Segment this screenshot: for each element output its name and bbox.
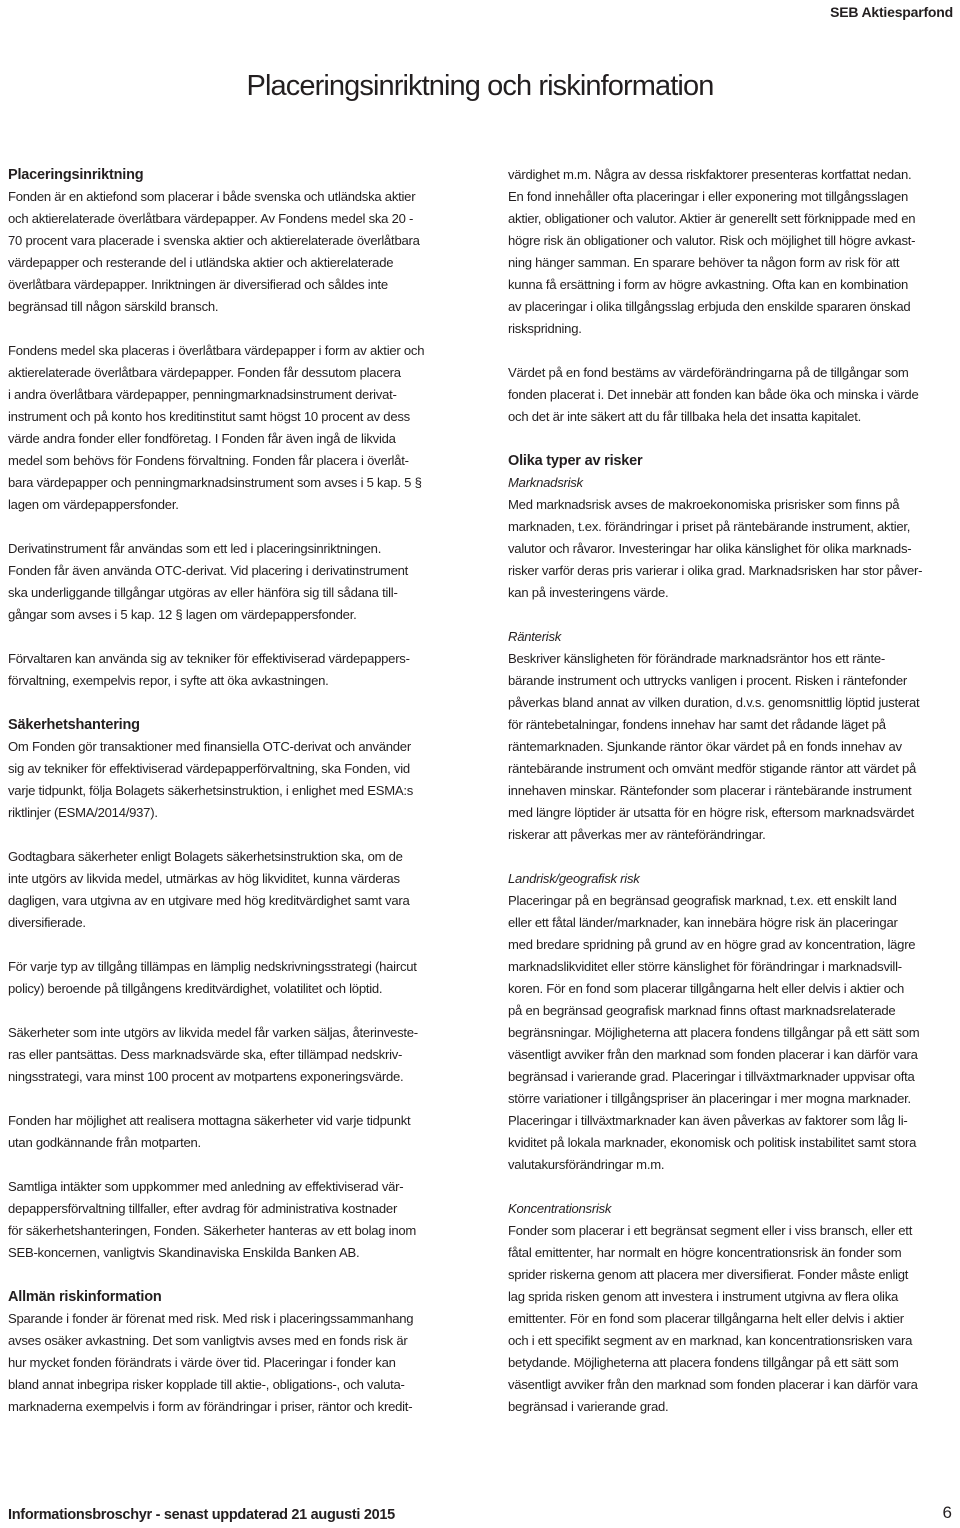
heading-placeringsinriktning: Placeringsinriktning [8, 167, 144, 183]
paragraph: Om Fonden gör transaktioner med finansiella OTC-derivat och använder sig av tekniker för effektiviserad värdepapperförvaltning, ska Fonden, vid varje tidpunkt, följa Bolagets säkerhetsinstruktion, i enlighet med ESMA:s riktlinjer (ESMA/2014/937). [8, 739, 414, 820]
paragraph: Placeringar på en begränsad geografisk marknad, t.ex. ett enskilt land eller ett fåtal länder/marknader, kan innebära högre risk än placeringar med bredare spridning på grund av en högre grad av koncentration, lägre marknadslikviditet eller större känslighet för förändringar i marknadsvill- koren. För en fond som placerar tillgångarna helt eller delvis i aktier och på en begränsad geografisk marknad finns oftast marknadsrelaterade begränsningar. Möjligheterna att placera fondens tillgångar på ett sätt som väsentligt avviker från den marknad som fonden placerar i kan därför vara begränsad i varierande grad. Placeringar i tillväxtmarknader uppvisar ofta större variationer i tillgångspriser än placeringar i mer mogna marknader. Placeringar i tillväxtmarknader kan även påverkas av faktorer som låg li- kviditet på lokala marknader, ekonomisk och politisk instabilitet samt stora valutakursförändringar m.m. [508, 893, 920, 1172]
subheading-koncentrationsrisk: Koncentrationsrisk [508, 1201, 612, 1216]
paragraph: Fonden är en aktiefond som placerar i både svenska och utländska aktier och aktierelaterade överlåtbara värdepapper. Av Fondens medel ska 20 - 70 procent vara placerade i svenska aktier och aktierelaterade överlåtbara värdepapper och resterande del i utländska aktier och aktierelaterade överlåtbara värdepapper. Inriktningen är diversifierad och såldes inte begränsad till någon särskild bransch. [8, 189, 420, 314]
page-number: 6 [942, 1503, 952, 1522]
heading-sakerhetshantering: Säkerhetshantering [8, 717, 140, 733]
paragraph: Beskriver känsligheten för förändrade marknadsräntor hos ett ränte- bärande instrument och uttrycks vanligen i procent. Risken i räntefonder påverkas bland annat av vilken duration, d.v.s. genomsnittlig löptid justerat för räntebetalningar, fondens innehav har samt det rådande läget på räntemarknaden. Sjunkande räntor ökar värdet på en fonds innehav av räntebärande instrument och omvänt medför stigande räntor att värdet på innehaven minskar. Räntefonder som placerar i räntebärande instrument med längre löptider är utsatta för en högre risk, eftersom marknadsvärdet riskerar att påverkas mer av ränteförändringar. [508, 651, 920, 842]
brand-header: SEB Aktiesparfond [830, 4, 953, 20]
paragraph: Förvaltaren kan använda sig av tekniker för effektiviserad värdepappers- förvaltning, exempelvis repor, i syfte att öka avkastningen. [8, 651, 410, 688]
subheading-ranterisk: Ränterisk [508, 629, 562, 644]
heading-allman-riskinformation: Allmän riskinformation [8, 1289, 162, 1305]
paragraph: Säkerheter som inte utgörs av likvida medel får varken säljas, återinveste- ras eller pantsättas. Dess marknadsvärde ska, efter tillämpad nedskriv- ningsstrategi, vara minst 100 procent av motpartens exponeringsvärde. [8, 1025, 418, 1084]
paragraph: Derivatinstrument får användas som ett led i placeringsinriktningen. Fonden får även använda OTC-derivat. Vid placering i derivatinstrument ska underliggande tillgångar utgöras av eller hänföra sig till sådana till- gångar som avses i 5 kap. 12 § lagen om värdepappersfonder. [8, 541, 409, 622]
left-column [8, 164, 454, 1418]
heading-olika-typer-av-risker: Olika typer av risker [508, 453, 643, 469]
paragraph: Samtliga intäkter som uppkommer med anledning av effektiviserad vär- depappersförvaltning tillfaller, efter avdrag för administrativa kostnader för säkerhetshanteringen, Fonden. Säkerheter hanteras av ett bolag inom SEB-koncernen, vanligtvis Skandinaviska Enskilda Banken AB. [8, 1179, 417, 1260]
paragraph: Fondens medel ska placeras i överlåtbara värdepapper i form av aktier och aktierelaterade överlåtbara värdepapper. Fonden får dessutom placera i andra överlåtbara värdepapper, penningmarknadsinstrument derivat- instrument och på konto hos kreditinstitut samt högst 10 procent av dess värde andra fonder eller fondföretag. I Fonden får även ingå de likvida medel som behövs för Fondens förvaltning. Fonden får placera i överlåt- bara värdepapper och penningmarknadsinstrument som avses i 5 kap. 5 § lagen om värdepappersfonder. [8, 343, 425, 512]
paragraph: För varje typ av tillgång tillämpas en lämplig nedskrivningsstrategi (haircut policy) beroende på tillgångens kreditvärdighet, volatilitet och löptid. [8, 959, 417, 996]
paragraph: Sparande i fonder är förenat med risk. Med risk i placeringssammanhang avses osäker avkastning. Det som vanligtvis avses med en fonds risk är hur mycket fonden förändrats i värde över tid. Placeringar i fonder kan bland annat inbegripa risker kopplade till aktie-, obligations-, och valuta- marknaderna exempelvis i form av förändringar i priser, räntor och kredit- [8, 1311, 414, 1414]
paragraph: Fonden har möjlighet att realisera mottagna säkerheter vid varje tidpunkt utan godkännande från motparten. [8, 1113, 411, 1150]
paragraph: värdighet m.m. Några av dessa riskfaktorer presenteras kortfattat nedan. En fond innehåller ofta placeringar i eller exponering mot tillgångsslagen aktier, obligationer och valutor. Aktier är generellt sett förknippade med en högre risk än obligationer och valutor. Risk och möjlighet till högre avkast- ning hänger samman. En sparare behöver ta någon form av risk för att kunna få ersättning i form av högre avkastning. Ofta kan en kombination av placeringar i olika tillgångsslag erbjuda den enskilde spararen önskad riskspridning. [508, 167, 916, 336]
page-title: Placeringsinriktning och riskinformation [246, 70, 714, 102]
footer-text: Informationsbroschyr - senast uppdaterad 21 augusti 2015 [8, 1507, 395, 1523]
right-column [508, 164, 954, 1418]
paragraph: Fonder som placerar i ett begränsat segment eller i viss bransch, eller ett fåtal emittenter, har normalt en högre koncentrationsrisk än fonder som sprider riskerna genom att placera mer diversifierat. Fonder måste enligt lag sprida risken genom att investera i instrument utgivna av flera olika emittenter. För en fond som placerar tillgångarna helt eller delvis i aktier och i ett specifikt segment av en marknad, kan koncentrationsrisken vara betydande. Möjligheterna att placera fondens tillgångar på ett sätt som väsentligt avviker från den marknad som fonden placerar i kan därför vara begränsad i varierande grad. [508, 1223, 918, 1414]
subheading-landrisk: Landrisk/geografisk risk [508, 871, 640, 886]
paragraph: Värdet på en fond bestäms av värdeförändringarna på de tillgångar som fonden placerat i. Det innebär att fonden kan både öka och minska i värde och det är inte säkert att du får tillbaka hela det insatta kapitalet. [508, 365, 919, 424]
subheading-marknadsrisk: Marknadsrisk [508, 475, 583, 490]
paragraph: Godtagbara säkerheter enligt Bolagets säkerhetsinstruktion ska, om de inte utgörs av likvida medel, utmärkas av hög likviditet, kunna värderas dagligen, vara utgivna av en utgivare med hög kreditvärdighet samt vara diversifierade. [8, 849, 410, 930]
paragraph: Med marknadsrisk avses de makroekonomiska prisrisker som finns på marknaden, t.ex. förändringar i priset på räntebärande instrument, aktier, valutor och råvaror. Investeringar har olika känslighet för olika marknads- risker varför deras pris varierar i olika grad. Marknadsrisken har stor påver- kan på investeringens värde. [508, 497, 923, 600]
